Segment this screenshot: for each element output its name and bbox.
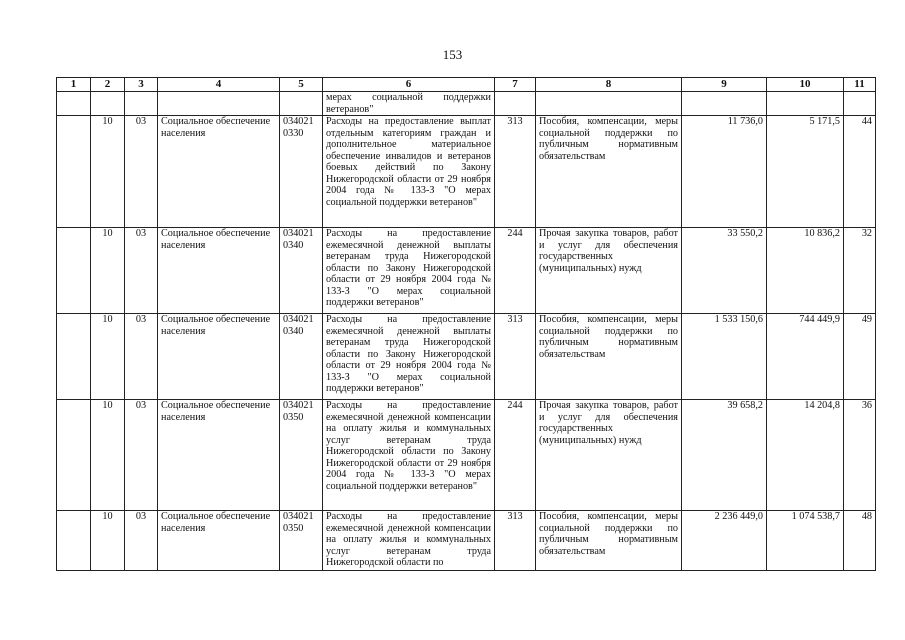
cell-amount-actual: 14 204,8	[767, 400, 844, 511]
cell-expense-type-code	[495, 92, 536, 116]
cell-expense-type-code: 244	[495, 400, 536, 511]
cell-expense-description: Расходы на предоставление ежемесячной денежной выплаты ветеранам труда Нижегородской области по Закону Нижегородской области от 29 ноября 2004 года № 133-З "О мерах социальной поддержки ветеранов"	[323, 228, 495, 314]
cell-amount-actual: 744 449,9	[767, 314, 844, 400]
cell-expense-description: мерах социальной поддержки ветеранов"	[323, 92, 495, 116]
cell-expense-type-name: Пособия, компенсации, меры социальной поддержки по публичным нормативным обязательствам	[536, 116, 682, 228]
header-row	[57, 78, 876, 92]
cell-percent: 48	[844, 511, 876, 571]
cell-section: 10	[91, 116, 125, 228]
cell-percent: 36	[844, 400, 876, 511]
cell-subsection: 03	[125, 116, 158, 228]
cell-target-code: 034021 0340	[280, 314, 323, 400]
cell-row-number	[57, 400, 91, 511]
cell-expense-description: Расходы на предоставление ежемесячной денежной компенсации на оплату жилья и коммунальных услуг ветеранам труда Нижегородской области по Закону Нижегородской области от 29 ноября 2004 года № 133-З "О мерах социальной поддержки ветеранов"	[323, 400, 495, 511]
cell-target-code: 034021 0350	[280, 400, 323, 511]
cell-percent: 49	[844, 314, 876, 400]
column-header: 9	[682, 78, 767, 92]
cell-amount-actual	[767, 92, 844, 116]
cell-expense-type-name: Пособия, компенсации, меры социальной поддержки по публичным нормативным обязательствам	[536, 511, 682, 571]
cell-amount-actual: 10 836,2	[767, 228, 844, 314]
cell-amount-plan: 33 550,2	[682, 228, 767, 314]
column-header: 8	[536, 78, 682, 92]
cell-section-name: Социальное обеспечение населения	[158, 228, 280, 314]
cell-row-number	[57, 511, 91, 571]
page-number: 153	[442, 47, 463, 62]
table-row	[57, 92, 876, 116]
column-header: 10	[767, 78, 844, 92]
cell-subsection: 03	[125, 400, 158, 511]
column-header: 1	[57, 78, 91, 92]
column-header: 2	[91, 78, 125, 92]
cell-percent: 44	[844, 116, 876, 228]
cell-section: 10	[91, 228, 125, 314]
cell-expense-type-code: 313	[495, 511, 536, 571]
column-header: 11	[844, 78, 876, 92]
cell-amount-actual: 5 171,5	[767, 116, 844, 228]
cell-amount-actual: 1 074 538,7	[767, 511, 844, 571]
cell-amount-plan: 1 533 150,6	[682, 314, 767, 400]
cell-row-number	[57, 314, 91, 400]
table-row	[57, 228, 876, 314]
cell-section: 10	[91, 314, 125, 400]
cell-amount-plan: 11 736,0	[682, 116, 767, 228]
cell-target-code: 034021 0330	[280, 116, 323, 228]
table-row	[57, 116, 876, 228]
cell-amount-plan: 39 658,2	[682, 400, 767, 511]
cell-subsection: 03	[125, 228, 158, 314]
cell-section-name: Социальное обеспечение населения	[158, 116, 280, 228]
cell-expense-type-name: Прочая закупка товаров, работ и услуг для обеспечения государственных (муниципальных) нужд	[536, 228, 682, 314]
cell-target-code: 034021 0350	[280, 511, 323, 571]
cell-expense-type-name: Пособия, компенсации, меры социальной поддержки по публичным нормативным обязательствам	[536, 314, 682, 400]
cell-expense-type-name	[536, 92, 682, 116]
cell-target-code: 034021 0340	[280, 228, 323, 314]
cell-row-number	[57, 228, 91, 314]
cell-row-number	[57, 116, 91, 228]
cell-section-name: Социальное обеспечение населения	[158, 314, 280, 400]
cell-section-name: Социальное обеспечение населения	[158, 511, 280, 571]
budget-table	[56, 77, 876, 571]
cell-expense-type-code: 313	[495, 314, 536, 400]
cell-amount-plan: 2 236 449,0	[682, 511, 767, 571]
column-header: 6	[323, 78, 495, 92]
column-header: 4	[158, 78, 280, 92]
cell-expense-description: Расходы на предоставление ежемесячной денежной выплаты ветеранам труда Нижегородской области по Закону Нижегородской области от 29 ноября 2004 года № 133-З "О мерах социальной поддержки ветеранов"	[323, 314, 495, 400]
cell-percent	[844, 92, 876, 116]
table-row	[57, 314, 876, 400]
table-row	[57, 400, 876, 511]
cell-percent: 32	[844, 228, 876, 314]
cell-amount-plan	[682, 92, 767, 116]
cell-expense-type-code: 313	[495, 116, 536, 228]
cell-expense-type-code: 244	[495, 228, 536, 314]
column-header: 7	[495, 78, 536, 92]
cell-subsection: 03	[125, 314, 158, 400]
cell-section: 10	[91, 511, 125, 571]
cell-section: 10	[91, 400, 125, 511]
cell-section	[91, 92, 125, 116]
column-header: 3	[125, 78, 158, 92]
cell-target-code	[280, 92, 323, 116]
cell-section-name	[158, 92, 280, 116]
cell-expense-description: Расходы на предоставление ежемесячной денежной компенсации на оплату жилья и коммунальных услуг ветеранам труда Нижегородской области по	[323, 511, 495, 571]
cell-expense-type-name: Прочая закупка товаров, работ и услуг для обеспечения государственных (муниципальных) нужд	[536, 400, 682, 511]
cell-section-name: Социальное обеспечение населения	[158, 400, 280, 511]
cell-subsection: 03	[125, 511, 158, 571]
cell-row-number	[57, 92, 91, 116]
cell-expense-description: Расходы на предоставление выплат отдельным категориям граждан и дополнительное материальное обеспечение инвалидов и ветеранов боевых действий по Закону Нижегородской области от 29 ноября 2004 года № 133-З "О мерах социальной поддержки ветеранов"	[323, 116, 495, 228]
column-header: 5	[280, 78, 323, 92]
table-row	[57, 511, 876, 571]
cell-subsection	[125, 92, 158, 116]
